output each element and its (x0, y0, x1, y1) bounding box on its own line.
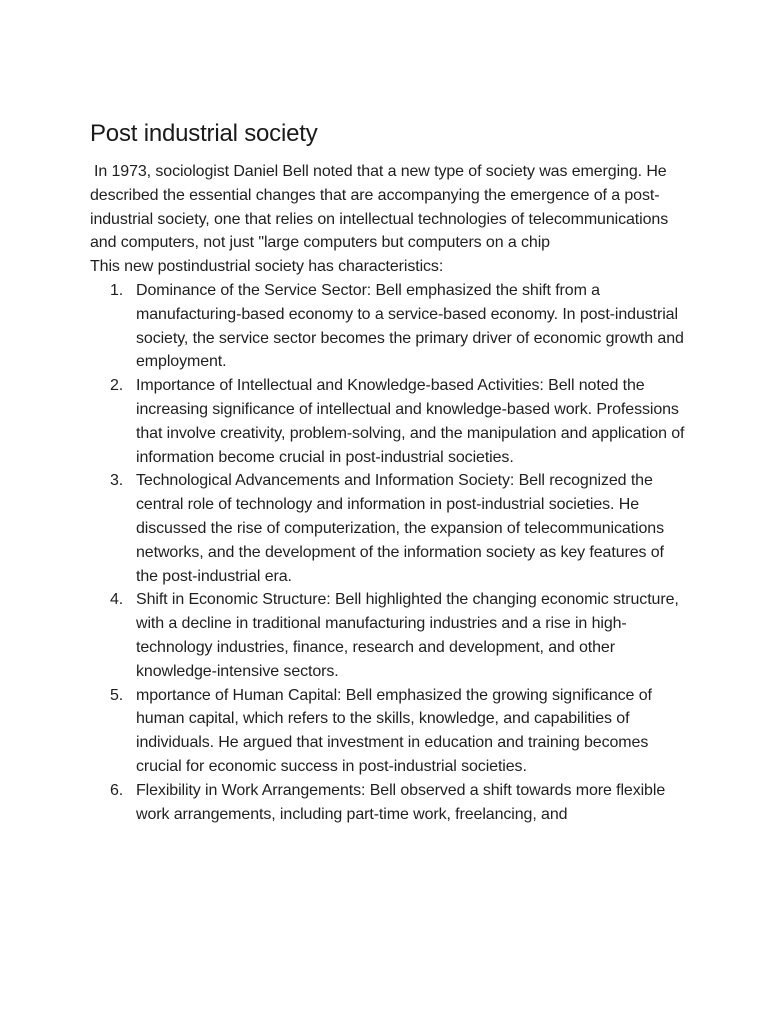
list-item-number: 6. (110, 781, 124, 799)
list-item-number: 2. (110, 377, 124, 395)
list-item-text: Shift in Economic Structure: Bell highlighted the changing economic structure, with a decline in traditional manufacturing industries and a rise in high-technology industries, finance, research and development, and other knowledge-intensive sectors. (136, 591, 679, 680)
list-item-text: Flexibility in Work Arrangements: Bell observed a shift towards more flexible work arrangements, including part-time work, freelancing, and (136, 781, 666, 823)
list-item-number: 5. (110, 686, 124, 704)
list-item-number: 3. (110, 472, 124, 490)
list-item (90, 279, 690, 374)
list-item-text: mportance of Human Capital: Bell emphasized the growing significance of human capital, which refers to the skills, knowledge, and capabilities of individuals. He argued that investment in education and training becomes crucial for economic success in post-industrial societies. (136, 686, 652, 775)
list-item-number: 4. (110, 591, 124, 609)
list-item-text: Dominance of the Service Sector: Bell emphasized the shift from a manufacturing-based economy to a service-based economy. In post-industrial society, the service sector becomes the primary driver of economic growth and employment. (136, 281, 684, 371)
list-item (90, 374, 690, 469)
list-item (90, 469, 690, 588)
characteristics-list (90, 279, 690, 826)
list-item (90, 779, 690, 827)
list-item (90, 588, 690, 683)
list-item-number: 1. (110, 281, 124, 299)
list-item-text: Importance of Intellectual and Knowledge-based Activities: Bell noted the increasing significance of intellectual and knowledge-based work. Professions that involve creativity, problem-solving, and the manipulation and application of information become crucial in post-industrial societies. (136, 377, 685, 466)
document-body (90, 160, 690, 826)
list-item (90, 684, 690, 779)
document-title: Post industrial society (90, 120, 318, 147)
intro-paragraph: In 1973, sociologist Daniel Bell noted that a new type of society was emerging. He described the essential changes that are accompanying the emergence of a post-industrial society, one that relies on intellectual technologies of telecommunications and computers, not just "large computers but computers on a chip (90, 163, 669, 252)
list-item-text: Technological Advancements and Information Society: Bell recognized the central role of technology and information in post-industrial societies. He discussed the rise of computerization, the expansion of telecommunications networks, and the development of the information society as key features of the post-industrial era. (136, 472, 664, 585)
list-intro: This new postindustrial society has characteristics: (90, 258, 444, 276)
